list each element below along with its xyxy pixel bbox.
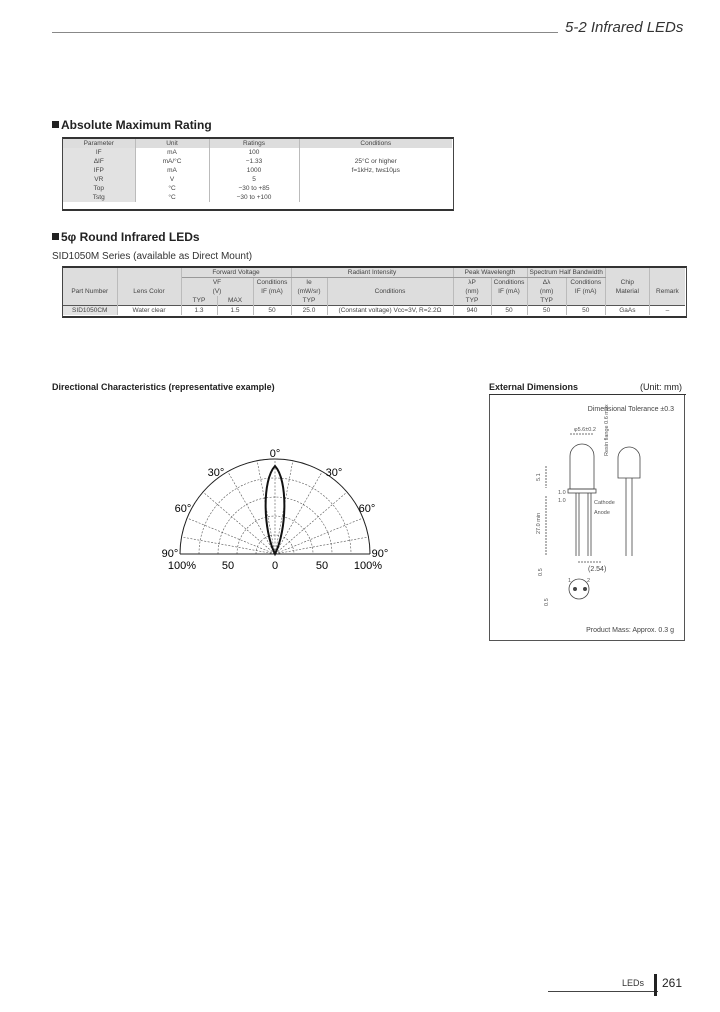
dim-label: Resin flange 0.6 max (604, 404, 610, 456)
table-cell: 1.3 (181, 306, 217, 316)
col-header: Lens Color (117, 287, 181, 296)
table-cell: Top (63, 184, 135, 193)
table-cell (63, 278, 117, 288)
col-header: Conditions (253, 278, 291, 288)
table-cell: IFP (63, 166, 135, 175)
col-header: TYP (453, 296, 491, 306)
table-cell: 1.5 (217, 306, 253, 316)
round-leds-title-text: 5φ Round Infrared LEDs (61, 230, 200, 244)
table-cell (299, 193, 452, 202)
bullet-square (52, 121, 59, 128)
table-cell: −30 to +85 (209, 184, 299, 193)
group-header: Radiant Intensity (291, 268, 453, 278)
col-header: MAX (217, 296, 253, 306)
col-header: TYP (181, 296, 217, 306)
table-group-header-row (63, 268, 685, 278)
table-cell (63, 268, 117, 278)
col-header: Δλ (527, 278, 566, 288)
col-header: Material (605, 287, 649, 296)
external-dimensions-title: External Dimensions (489, 382, 579, 392)
table-row (63, 166, 452, 175)
polar-grid-ray (275, 537, 368, 554)
dim-label: 1 (568, 578, 572, 584)
col-header: TYP (291, 296, 327, 306)
bullet-square (52, 233, 59, 240)
col-header: (nm) (527, 287, 566, 296)
abs-max-title-text: Absolute Maximum Rating (61, 118, 212, 132)
dim-label: 27.0 min (536, 512, 542, 534)
table-cell (117, 296, 181, 306)
polar-grid-ray (275, 518, 363, 554)
abs-max-header: Parameter (63, 139, 135, 148)
table-cell: 940 (453, 306, 491, 316)
table-cell: 25°C or higher (354, 158, 397, 165)
col-header: VF (181, 278, 253, 288)
table-cell: mA (135, 166, 209, 175)
col-header: λP (453, 278, 491, 288)
table-header-row (63, 278, 685, 288)
table-cell: 50 (527, 306, 566, 316)
table-cell: (Constant voltage) Vcc=3V, R=2.2Ω (327, 306, 453, 316)
table-cell: mA/°C (135, 157, 209, 166)
table-cell: VR (63, 175, 135, 184)
dim-label: 1.0 (558, 490, 566, 496)
table-cell: IF (63, 148, 135, 157)
table-cell (605, 296, 649, 306)
table-row (63, 148, 452, 157)
table-cell: 50 (491, 306, 527, 316)
table-cell (253, 296, 291, 306)
dim-label: 5.1 (536, 473, 542, 481)
table-cell: 50 (566, 306, 605, 316)
table-cell: °C (135, 193, 209, 202)
axis-tick-label: 50 (221, 560, 235, 572)
table-cell: 5 (209, 175, 299, 184)
table-cell (117, 278, 181, 288)
axis-tick-label: 100% (353, 560, 383, 572)
col-header: Ie (291, 278, 327, 288)
footer-divider (654, 974, 657, 996)
table-cell: 1000 (209, 166, 299, 175)
table-cell (63, 296, 117, 306)
col-header: Conditions (566, 278, 605, 288)
table-row (63, 175, 452, 184)
dimensions-unit: (Unit: mm) (640, 382, 682, 392)
dim-label: 1.0 (558, 498, 566, 504)
table-cell: −1.33 (209, 157, 299, 166)
polar-grid-ray (275, 492, 347, 554)
col-header: Chip (605, 278, 649, 288)
pin-1 (573, 587, 576, 590)
angle-label: 90° (161, 548, 179, 560)
dim-label: (2.54) (588, 566, 607, 573)
directional-title: Directional Characteristics (representative example) (52, 382, 275, 392)
dimensions-drawing (490, 396, 684, 640)
table-cell (299, 148, 452, 157)
table-row (63, 193, 452, 202)
table-cell: 50 (253, 306, 291, 316)
tolerance-note: Dimensional Tolerance ±0.3 (587, 406, 674, 413)
table-cell: mA (135, 148, 209, 157)
table-cell (491, 296, 527, 306)
table-cell (117, 268, 181, 278)
table-row (63, 184, 452, 193)
table-cell: −30 to +100 (209, 193, 299, 202)
angle-label: 30° (325, 467, 343, 479)
col-header: IF (mA) (253, 287, 291, 296)
angle-label: 30° (207, 467, 225, 479)
polar-grid-ray (203, 492, 275, 554)
table-cell: SID1050CM (63, 306, 117, 316)
angle-label: 90° (371, 548, 389, 560)
table-cell: 100 (209, 148, 299, 157)
table-cell (649, 278, 685, 288)
table-row (63, 157, 452, 166)
abs-max-header: Unit (135, 139, 209, 148)
table-cell: °C (135, 184, 209, 193)
round-leds-title (52, 230, 200, 244)
dim-label: 0.5 (538, 568, 544, 576)
col-header: Conditions (327, 287, 453, 296)
polar-grid-ray (182, 537, 275, 554)
series-subtitle: SID1050M Series (available as Direct Mount) (52, 251, 253, 262)
col-header: TYP (527, 296, 566, 306)
table-cell (299, 175, 452, 184)
footer-rule (548, 991, 658, 992)
table-cell: – (665, 307, 670, 314)
dim-label: Anode (594, 510, 610, 516)
abs-max-table (63, 139, 452, 202)
table-cell: V (135, 175, 209, 184)
abs-max-header-row (63, 139, 452, 148)
table-cell (605, 268, 649, 278)
page-number: 261 (662, 976, 683, 990)
table-cell (327, 278, 453, 288)
angle-label: 0° (269, 448, 281, 460)
polar-grid-arc (256, 535, 294, 554)
table-cell (299, 184, 452, 193)
table-cell: Water clear (117, 306, 181, 316)
table-cell (649, 268, 685, 278)
dim-label: Cathode (594, 500, 615, 506)
dim-label: φ5.6±0.2 (574, 427, 596, 433)
abs-max-header: Conditions (299, 139, 452, 148)
group-header: Forward Voltage (181, 268, 291, 278)
table-cell: 25.0 (291, 306, 327, 316)
led-body (570, 444, 594, 489)
table-cell: ΔIF (63, 157, 135, 166)
dim-label: 2 (587, 578, 591, 584)
col-header: Part Number (63, 287, 117, 296)
directional-chart (160, 440, 400, 575)
table-cell: GaAs (605, 306, 649, 316)
col-header: Remark (649, 287, 685, 296)
col-header: (V) (181, 287, 253, 296)
group-header: Spectrum Half Bandwidth (527, 268, 605, 278)
table-header-row (63, 296, 685, 306)
table-cell (327, 296, 453, 306)
led-front-body (618, 447, 640, 478)
axis-tick-label: 0 (271, 560, 279, 572)
round-leds-table (63, 268, 685, 315)
table-header-row (63, 287, 685, 296)
led-side-view (546, 434, 640, 599)
product-mass-note: Product Mass: Approx. 0.3 g (586, 627, 674, 634)
abs-max-header: Ratings (209, 139, 299, 148)
col-header: IF (mA) (491, 287, 527, 296)
col-header: (nm) (453, 287, 491, 296)
col-header: (mW/sr) (291, 287, 327, 296)
axis-tick-label: 100% (167, 560, 197, 572)
header-rule (52, 32, 558, 33)
angle-label: 60° (174, 503, 192, 515)
footer-section-label: LEDs (622, 978, 645, 988)
polar-grid-ray (187, 518, 275, 554)
angle-label: 60° (358, 503, 376, 515)
abs-max-title (52, 118, 212, 132)
table-cell: Tstg (63, 193, 135, 202)
col-header: IF (mA) (566, 287, 605, 296)
table-cell (649, 296, 685, 306)
group-header: Peak Wavelength (453, 268, 527, 278)
table-row (63, 306, 685, 316)
axis-tick-label: 50 (315, 560, 329, 572)
table-cell (566, 296, 605, 306)
dim-label: 0.5 (544, 598, 550, 606)
col-header: Conditions (491, 278, 527, 288)
led-flange (568, 489, 596, 493)
pin-2 (583, 587, 586, 590)
page-header-title: 5-2 Infrared LEDs (565, 19, 684, 36)
table-cell: f=1kHz, tw≤10μs (351, 167, 400, 174)
